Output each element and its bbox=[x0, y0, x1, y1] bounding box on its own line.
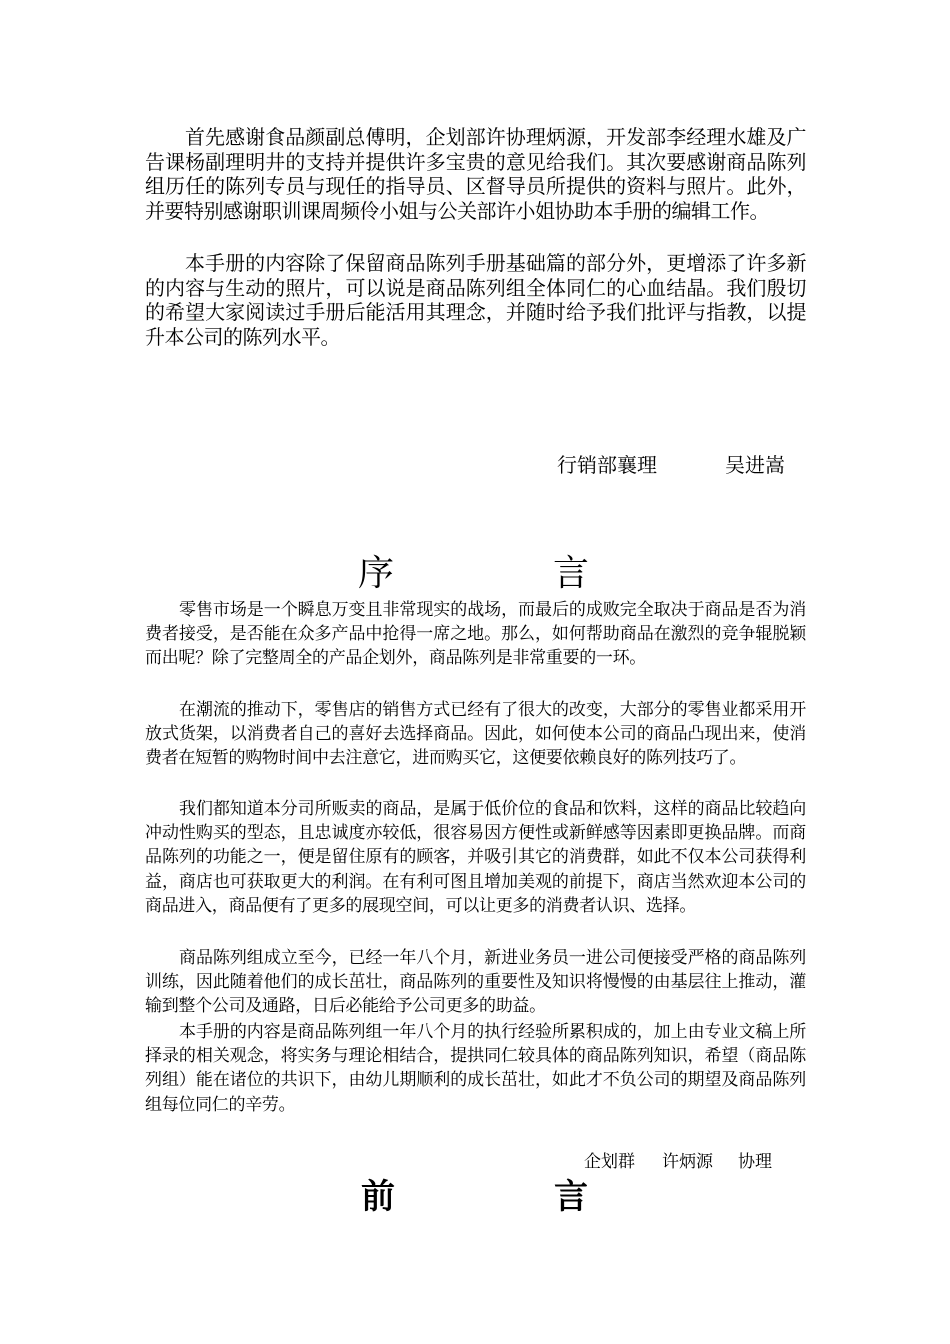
acknowledgement-signature-name: 吴进嵩 bbox=[725, 453, 785, 477]
acknowledgement-paragraph-2: 本手册的内容除了保留商品陈列手册基础篇的部分外，更增添了许多新的内容与生动的照片，可以说是商品陈列组全体同仁的心血结晶。我们殷切的希望大家阅读过手册后能活用其理念，并随时给予我们批评与指教，以提升本公司的陈列水平。 bbox=[145, 251, 806, 349]
preface-signature-title: 协理 bbox=[738, 1152, 772, 1172]
preface-paragraph-1: 零售市场是一个瞬息万变且非常现实的战场，而最后的成败完全取决于商品是否为消费者接受，是否能在众多产品中抢得一席之地。那么，如何帮助商品在激烈的竞争辊脱颖而出呢？除了完整周全的产品企划外，商品陈列是非常重要的一环。 bbox=[145, 600, 806, 669]
preface-heading-left: 序 bbox=[358, 553, 395, 594]
foreword-heading-left: 前 bbox=[361, 1177, 395, 1217]
preface-signature-dept: 企划群 bbox=[584, 1152, 635, 1172]
foreword-heading-right: 言 bbox=[554, 1177, 588, 1217]
preface-signature-name: 许炳源 bbox=[662, 1152, 713, 1172]
preface-paragraph-4: 商品陈列组成立至今，已经一年八个月，新进业务员一进公司便接受严格的商品陈列训练，因此随着他们的成长茁壮，商品陈列的重要性及知识将慢慢的由基层往上推动，灌输到整个公司及通路，日后必能给予公司更多的助益。 bbox=[145, 948, 806, 1017]
preface-heading-right: 言 bbox=[553, 553, 590, 594]
preface-paragraph-5: 本手册的内容是商品陈列组一年八个月的执行经验所累积成的，加上由专业文稿上所择录的相关观念，将实务与理论相结合，提拱同仁较具体的商品陈列知识，希望（商品陈列组）能在诸位的共识下，由幼儿期顺利的成长茁壮，如此才不负公司的期望及商品陈列组每位同仁的辛劳。 bbox=[145, 1022, 806, 1115]
acknowledgement-paragraph-1: 首先感谢食品颜副总傅明，企划部许协理炳源，开发部李经理水雄及广告课杨副理明井的支持并提供许多宝贵的意见给我们。其次要感谢商品陈列组历任的陈列专员与现任的指导员、区督导员所提供的资料与照片。此外，并要特别感谢职训课周频伶小姐与公关部许小姐协助本手册的编辑工作。 bbox=[145, 125, 806, 223]
acknowledgement-signature-title: 行销部襄理 bbox=[557, 453, 657, 477]
preface-paragraph-3: 我们都知道本分司所贩卖的商品，是属于低价位的食品和饮料，这样的商品比较趋向冲动性购买的型态，且忠诚度亦较低，很容易因方便性或新鲜感等因素即更换品牌。而商品陈列的功能之一，便是留住原有的顾客，并吸引其它的消费群，如此不仅本公司获得利益，商店也可获取更大的利润。在有利可图且增加美观的前提下，商店当然欢迎本公司的商品进入，商品便有了更多的展现空间，可以让更多的消费者认识、选择。 bbox=[145, 799, 806, 916]
preface-paragraph-2: 在潮流的推动下，零售店的销售方式已经有了很大的改变，大部分的零售业都采用开放式货架，以消费者自己的喜好去选择商品。因此，如何使本公司的商品凸现出来，使消费者在短暂的购物时间中去注意它，进而购买它，这便要依赖良好的陈列技巧了。 bbox=[145, 700, 806, 769]
